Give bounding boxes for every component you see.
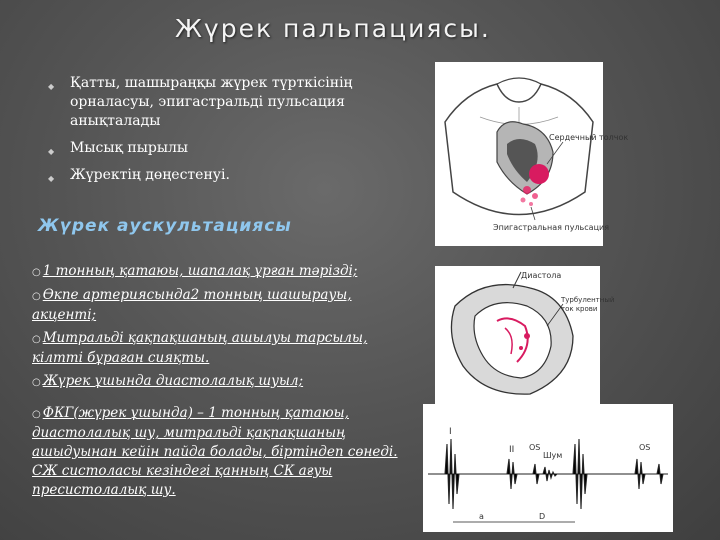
bullet-icon: ○	[32, 409, 41, 420]
heart-push-label: Сердечный толчок	[549, 133, 629, 142]
noise-label: Шум	[543, 451, 563, 460]
bullet-text: Қатты, шашыраңқы жүрек түрткісінің орналасуы, эпигастральді пульсация анықталады	[70, 75, 353, 129]
list-item	[48, 139, 378, 158]
phonocardiogram	[423, 404, 673, 532]
tone-2-label: II	[509, 445, 515, 455]
list-item	[48, 166, 378, 185]
tone-1-label: I	[449, 427, 452, 437]
item-text: Митральді қақпақшаның ашылуы тарсылы, кілтті бұраған сияқты.	[32, 330, 368, 366]
chest-illustration	[435, 62, 629, 246]
bullet-icon: ○	[32, 377, 41, 388]
interval-a-label: a	[479, 512, 484, 521]
diastole-label: Диастола	[521, 271, 562, 280]
auscultation-heading: Жүрек аускультациясы	[38, 216, 292, 236]
os-label-2: OS	[639, 443, 651, 452]
auscultation-list	[32, 262, 407, 504]
bullet-icon: ○	[32, 334, 41, 345]
bullet-icon: ○	[32, 291, 41, 302]
bullet-text: Жүректің дөңестенуі.	[70, 167, 230, 183]
os-label-1: OS	[529, 443, 541, 452]
list-item	[32, 262, 407, 282]
palpation-list	[48, 74, 378, 193]
interval-d-label: D	[539, 512, 546, 521]
bullet-icon: ◆	[48, 174, 55, 183]
bullet-icon: ○	[32, 267, 41, 278]
item-text: ФКГ(жүрек ұшында) – 1 тонның қатаюы, диастолалық шу, митральді қақпақшаның ашыдуынан кейін пайда болады, біртіндеп сөнеді. СЖ систоласы кезіндегі қанның СК ағуы пресистолалық шу.	[32, 405, 398, 498]
epigastric-label: Эпигастральная пульсация	[493, 223, 610, 232]
bullet-text: Мысық пырылы	[70, 140, 189, 156]
item-text: Өкпе артериясында2 тонның шашырауы, акценті;	[32, 287, 352, 323]
list-item	[32, 404, 407, 500]
turbulent-label-1: Турбулентный	[561, 296, 615, 304]
list-item	[32, 329, 407, 368]
heart-section-illustration	[435, 266, 615, 404]
list-item	[32, 286, 407, 325]
item-text: Жүрек ұшында диастолалық шуыл;	[42, 373, 304, 389]
item-text: 1 тонның қатаюы, шапалақ ұрған тәрізді;	[42, 263, 358, 279]
slide-title: Жүрек пальпациясы.	[175, 14, 491, 43]
bullet-icon: ◆	[48, 82, 55, 91]
turbulent-label-2: ток крови	[561, 305, 598, 313]
list-item	[48, 74, 378, 131]
list-item	[32, 372, 407, 392]
bullet-icon: ◆	[48, 147, 55, 156]
